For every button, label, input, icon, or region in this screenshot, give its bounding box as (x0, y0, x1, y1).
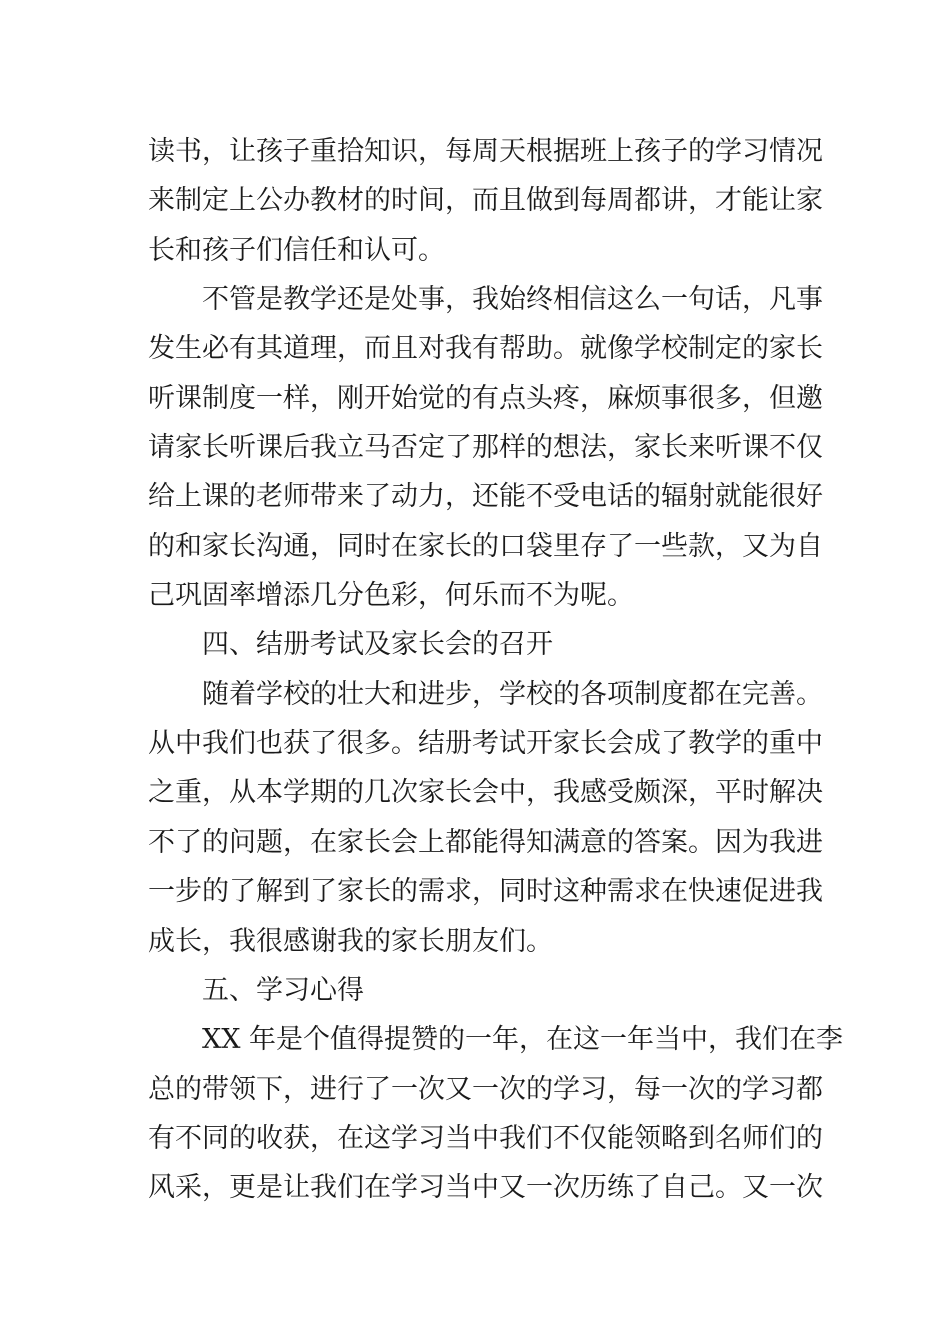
text-line: 风采，更是让我们在学习当中又一次历练了自己。又一次 (148, 1172, 823, 1204)
text-line: 己巩固率增添几分色彩，何乐而不为呢。 (148, 580, 634, 612)
paragraph-first-line: 不管是教学还是处事，我始终相信这么一句话，凡事 (202, 284, 823, 316)
section-heading: 五、学习心得 (202, 974, 364, 1006)
text-line: 给上课的老师带来了动力，还能不受电话的辐射就能很好 (148, 481, 823, 513)
text-line: 从中我们也获了很多。结册考试开家长会成了教学的重中 (148, 728, 823, 760)
text-line: 一步的了解到了家长的需求，同时这种需求在快速促进我 (148, 876, 823, 908)
text-line: 之重，从本学期的几次家长会中，我感受颇深，平时解决 (148, 777, 823, 809)
text-line: 的和家长沟通，同时在家长的口袋里存了一些款，又为自 (148, 530, 823, 562)
document-body (148, 127, 844, 1213)
text-line: 听课制度一样，刚开始觉的有点头疼，麻烦事很多，但邀 (148, 382, 823, 414)
text-line: 总的带领下，进行了一次又一次的学习，每一次的学习都 (148, 1073, 823, 1105)
text-line: 长和孩子们信任和认可。 (148, 234, 445, 266)
text-line: 来制定上公办教材的时间，而且做到每周都讲，才能让家 (148, 185, 823, 217)
text-line: 成长，我很感谢我的家长朋友们。 (148, 925, 553, 957)
paragraph-first-line: XX 年是个值得提赞的一年，在这一年当中，我们在李 (202, 1024, 844, 1056)
paragraph-first-line: 随着学校的壮大和进步，学校的各项制度都在完善。 (202, 678, 823, 710)
text-line: 发生必有其道理，而且对我有帮助。就像学校制定的家长 (148, 333, 823, 365)
text-line: 读书，让孩子重拾知识，每周天根据班上孩子的学习情况 (148, 136, 823, 167)
text-line: 有不同的收获，在这学习当中我们不仅能领略到名师们的 (148, 1122, 823, 1154)
text-line: 不了的问题，在家长会上都能得知满意的答案。因为我进 (148, 826, 823, 858)
section-heading: 四、结册考试及家长会的召开 (202, 629, 553, 661)
text-line: 请家长听课后我立马否定了那样的想法，家长来听课不仅 (148, 432, 823, 464)
